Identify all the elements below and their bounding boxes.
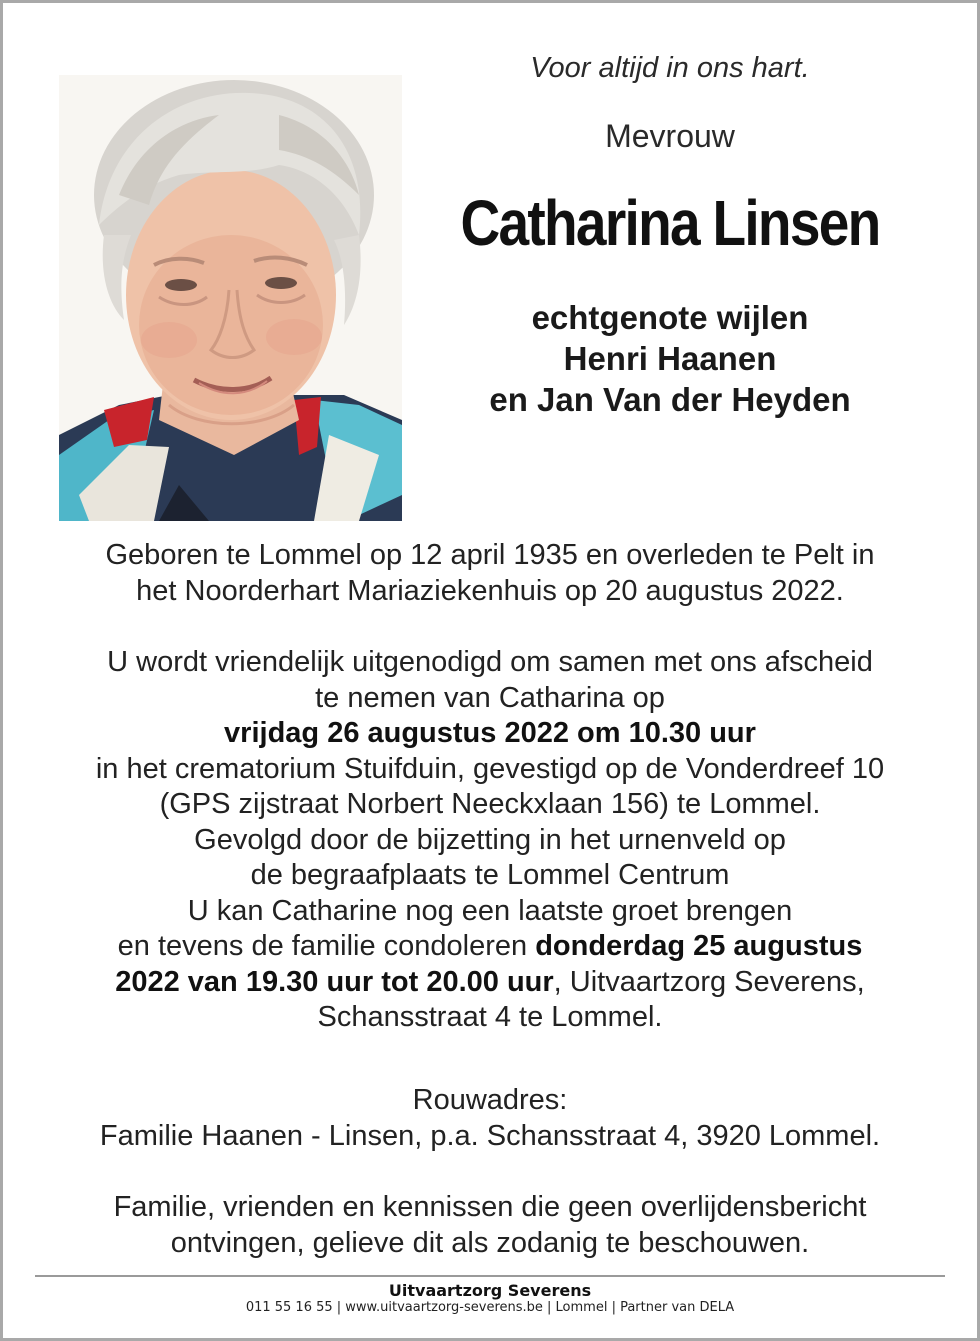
notice-line: Familie, vrienden en kennissen die geen overlijdensbericht: [113, 1191, 867, 1223]
invite-line: de begraafplaats te Lommel Centrum: [250, 859, 730, 891]
condolence-prefix: en tevens de familie condoleren: [117, 930, 536, 962]
spouse-block: [400, 297, 940, 420]
birth-line: Geboren te Lommel op 12 april 1935 en overleden te Pelt in: [105, 539, 875, 571]
address-value: Familie Haanen - Linsen, p.a. Schansstraat 4, 3920 Lommel.: [99, 1119, 881, 1152]
birth-line: het Noorderhart Mariaziekenhuis op 20 augustus 2022.: [136, 574, 844, 607]
notice-paragraph: [40, 1190, 940, 1261]
ceremony-datetime: vrijdag 26 augustus 2022 om 10.30 uur: [224, 717, 756, 749]
portrait-photo: [59, 75, 402, 521]
condolence-date: donderdag 25 augustus: [535, 930, 863, 962]
salutation: Mevrouw: [605, 118, 735, 154]
deceased-name: Catharina Linsen: [460, 187, 880, 259]
birth-paragraph: [40, 538, 940, 609]
invite-line: in het crematorium Stuifduin, gevestigd op de Vonderdreef 10: [95, 752, 885, 785]
invite-line: te nemen van Catharina op: [315, 681, 665, 714]
invite-line: [40, 965, 940, 1001]
spouse-line: echtgenote wijlen: [531, 299, 809, 336]
address-label: Rouwadres:: [412, 1084, 568, 1116]
tagline: Voor altijd in ons hart.: [530, 52, 810, 84]
mourning-address: [40, 1083, 940, 1154]
condolence-time: 2022 van 19.30 uur tot 20.00 uur: [115, 965, 554, 998]
spouse-line: Henri Haanen: [563, 340, 777, 377]
invite-line: U kan Catharine nog een laatste groet brengen: [187, 894, 793, 927]
invitation-paragraph: [40, 645, 940, 1036]
invite-line: (GPS zijstraat Norbert Neeckxlaan 156) te Lommel.: [159, 788, 821, 820]
invite-line: U wordt vriendelijk uitgenodigd om samen met ons afscheid: [107, 646, 873, 678]
footer-divider: [35, 1275, 945, 1277]
funeral-home-contact: 011 55 16 55 | www.uitvaartzorg-severens.be | Lommel | Partner van DELA: [245, 1300, 735, 1315]
spouse-line: en Jan Van der Heyden: [489, 381, 851, 418]
invite-line: Gevolgd door de bijzetting in het urnenveld op: [194, 823, 786, 856]
portrait-illustration: [59, 75, 402, 521]
invite-line: Schansstraat 4 te Lommel.: [317, 1001, 663, 1033]
invite-line: [40, 929, 940, 965]
funeral-home-name: Uitvaartzorg Severens: [388, 1281, 592, 1300]
condolence-location: , Uitvaartzorg Severens,: [553, 965, 865, 998]
notice-line: ontvingen, gelieve dit als zodanig te beschouwen.: [170, 1226, 810, 1259]
